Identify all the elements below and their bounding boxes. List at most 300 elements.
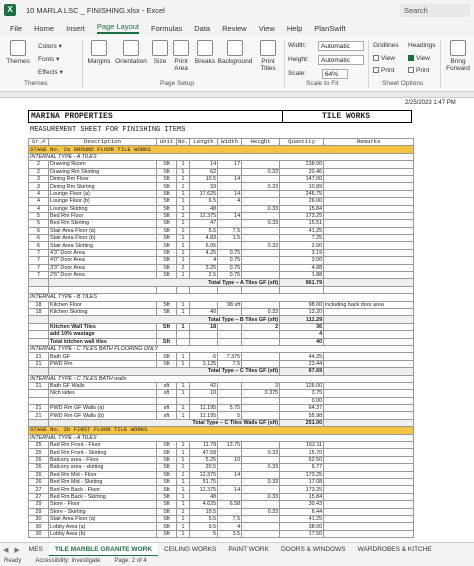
sheet-tab[interactable]: PAINT WORK [228,546,269,553]
cell[interactable]: Balcony area - Floor [49,456,157,463]
cell[interactable]: 41.25 [280,227,324,234]
cell[interactable] [324,190,414,197]
cell[interactable]: 4.25 [190,249,218,256]
menu-page-layout[interactable]: Page Layout [97,22,139,34]
cell[interactable]: Sft [157,442,177,449]
cell[interactable]: Total kitchen wall tiles [49,338,157,345]
cell[interactable]: Sft [157,235,177,242]
cell[interactable]: 4.83 [190,235,218,242]
cell[interactable] [242,264,280,271]
cell[interactable] [242,360,280,367]
menu-insert[interactable]: Insert [66,23,85,33]
cell[interactable] [324,382,414,389]
cell[interactable]: 44.25 [280,353,324,360]
cell[interactable] [157,286,177,293]
cell[interactable]: 26 [29,478,49,485]
cell[interactable]: Sft [157,308,177,315]
cell[interactable]: 0.33 [242,478,280,485]
cell[interactable] [324,286,414,293]
cell[interactable]: Sft [157,161,177,168]
cell[interactable] [242,175,280,182]
cell[interactable]: Kitchen Wall Tiles [49,323,157,330]
cell[interactable]: Bed Rm Mid - Floor [49,471,157,478]
gridlines-view-checkbox[interactable]: View [373,55,395,62]
cell[interactable] [324,161,414,168]
cell[interactable]: 5.5 [190,227,218,234]
menu-formulas[interactable]: Formulas [151,23,183,33]
cell[interactable] [29,419,49,426]
cell[interactable]: 17.625 [190,190,218,197]
cell[interactable]: 0.33 [242,205,280,212]
themes-button[interactable]: Themes [6,40,30,65]
cell[interactable] [218,242,242,249]
cell[interactable] [218,308,242,315]
cell[interactable]: Total Type – C Tiles Walls GF (sft) [49,419,280,426]
cell[interactable]: Stair Area Floor (a) [49,515,157,522]
cell[interactable]: 4 [29,205,49,212]
cell[interactable]: 6.44 [280,508,324,515]
status-accessibility[interactable]: Accessibility: Investigate [35,558,101,564]
cell[interactable]: 1 [177,205,190,212]
cell[interactable]: 3.25 [190,264,218,271]
cell[interactable]: 0.75 [218,272,242,279]
cell[interactable]: 14 [218,190,242,197]
cell[interactable] [242,412,280,419]
cell[interactable]: 4 [29,190,49,197]
cell[interactable]: Store - Skirting [49,508,157,515]
cell[interactable] [29,323,49,330]
cell[interactable]: Sft [157,220,177,227]
cell[interactable]: 1 [177,493,190,500]
cell[interactable]: 98 sft [218,301,242,308]
cell[interactable] [218,168,242,175]
cell[interactable] [324,390,414,397]
cell[interactable]: Bed Rm Floor [49,212,157,219]
cell[interactable] [218,478,242,485]
cell[interactable]: sft [157,390,177,397]
cell[interactable]: 0.33 [242,308,280,315]
cell[interactable]: 1 [177,220,190,227]
cell[interactable]: 126.00 [280,382,324,389]
cell[interactable]: 1 [177,257,190,264]
cell[interactable] [218,397,242,404]
cell[interactable]: 33 [190,183,218,190]
cell[interactable] [324,168,414,175]
cell[interactable]: 6 [190,353,218,360]
cell[interactable]: Lobby Area (a) [49,523,157,530]
cell[interactable]: 1 [177,190,190,197]
cell[interactable]: PWD Rm GF Walls (b) [49,412,157,419]
cell[interactable]: 36 [280,323,324,330]
cell[interactable] [324,464,414,471]
cell[interactable]: 15.70 [280,449,324,456]
cell[interactable] [324,412,414,419]
cell[interactable] [242,212,280,219]
cell[interactable] [157,397,177,404]
cell[interactable] [29,338,49,345]
cell[interactable]: 4 [280,331,324,338]
cell[interactable]: 20.46 [280,168,324,175]
cell[interactable]: 6 [29,235,49,242]
cell[interactable]: Total Type – C Tiles GF (sft) [49,368,280,375]
cell[interactable] [324,471,414,478]
cell[interactable] [324,478,414,485]
cell[interactable]: 1 [177,227,190,234]
cell[interactable]: 6.77 [280,464,324,471]
cell[interactable]: 1 [177,175,190,182]
cell[interactable]: Drawing Room [49,161,157,168]
breaks-button[interactable]: Breaks [194,40,216,65]
cell[interactable]: 2'6" Door Area [49,272,157,279]
cell[interactable] [242,198,280,205]
cell[interactable] [324,220,414,227]
cell[interactable] [177,397,190,404]
cell[interactable]: PWD Rm [49,360,157,367]
cell[interactable]: 3 [29,183,49,190]
cell[interactable]: 15.84 [280,493,324,500]
cell[interactable]: Stair Area Skirting [49,242,157,249]
cell[interactable]: 4.88 [280,264,324,271]
cell[interactable] [218,220,242,227]
cell[interactable]: Bed Rm Back - Skirting [49,493,157,500]
cell[interactable]: 4 [218,523,242,530]
cell[interactable]: 0.33 [242,508,280,515]
cell[interactable]: Sft [157,272,177,279]
cell[interactable]: Sft [157,471,177,478]
cell[interactable]: 6.58 [218,501,242,508]
cell[interactable]: Sft [157,338,177,345]
headings-print-checkbox[interactable]: Print [408,67,429,74]
section-title[interactable]: STAGE No. 2a GROUND FLOOR TILE WORKS [29,146,414,153]
cell[interactable] [242,405,280,412]
cell[interactable] [242,257,280,264]
cell[interactable]: 1 [177,501,190,508]
height-select[interactable]: Automatic [318,55,364,65]
cell[interactable] [324,249,414,256]
cell[interactable]: 26 [29,456,49,463]
cell[interactable]: 5.25 [190,456,218,463]
cell[interactable] [177,331,190,338]
cell[interactable]: 1 [177,161,190,168]
cell[interactable]: 3 [29,175,49,182]
cell[interactable]: 1 [177,183,190,190]
cell[interactable]: 0.00 [280,397,324,404]
cell[interactable]: 251.00 [280,419,324,426]
cell[interactable] [242,331,280,338]
cell[interactable] [324,493,414,500]
cell[interactable]: Dining Rm Floor [49,175,157,182]
effects-button[interactable]: Effects ▾ [38,69,63,76]
cell[interactable]: 38.00 [280,523,324,530]
cell[interactable]: 67.69 [280,368,324,375]
cell[interactable]: Balcony area - skirting [49,464,157,471]
cell[interactable] [242,161,280,168]
cell[interactable]: 14 [218,212,242,219]
cell[interactable] [242,301,280,308]
cell[interactable]: 1 [177,405,190,412]
cell[interactable] [190,331,218,338]
background-button[interactable]: Background [217,40,253,65]
section-title[interactable]: INTERNAL TYPE - B TILES [29,294,414,301]
cell[interactable]: 0.33 [242,168,280,175]
cell[interactable] [324,242,414,249]
cell[interactable] [242,456,280,463]
cell[interactable]: 9.5 [190,523,218,530]
cell[interactable]: 10 [218,456,242,463]
cell[interactable] [242,515,280,522]
cell[interactable]: 7 [29,257,49,264]
cell[interactable]: 14 [218,471,242,478]
menu-file[interactable]: File [10,23,23,33]
cell[interactable]: Lounge Floor (a) [49,190,157,197]
cell[interactable] [324,205,414,212]
cell[interactable]: Bed Rm Back - Floor [49,486,157,493]
cell[interactable]: 1 [177,308,190,315]
cell[interactable]: 27 [29,486,49,493]
cell[interactable] [218,449,242,456]
cell[interactable]: Sft [157,449,177,456]
cell[interactable] [190,286,218,293]
cell[interactable]: 3.5 [218,530,242,537]
cell[interactable]: 10 [190,390,218,397]
cell[interactable]: 15.51 [280,220,324,227]
section-title[interactable]: INTERNAL TYPE - A TILES [29,434,414,441]
cell[interactable]: 21 [29,353,49,360]
cell[interactable] [177,286,190,293]
cell[interactable]: 18 [29,308,49,315]
cell[interactable]: 98.00 [280,301,324,308]
bring-forward-button[interactable]: Bring Forward [443,40,473,72]
margins-button[interactable]: Margins [86,40,112,65]
cell[interactable]: 0.33 [242,242,280,249]
print-titles-button[interactable]: Print Titles [256,40,280,72]
cell[interactable] [242,501,280,508]
prev-sheet-icon[interactable]: ◀ [3,546,9,554]
cell[interactable]: 1 [177,449,190,456]
cell[interactable]: 2 [242,323,280,330]
cell[interactable] [324,257,414,264]
sheet-tab[interactable]: WARDROBES & KITCHE [357,546,432,553]
cell[interactable] [218,464,242,471]
cell[interactable] [324,523,414,530]
cell[interactable]: Sft [157,175,177,182]
cell[interactable] [242,272,280,279]
cell[interactable]: 48 [190,205,218,212]
cell[interactable]: Stair Area Floor (a) [49,227,157,234]
cell[interactable]: 18 [190,323,218,330]
cell[interactable]: 1 [177,508,190,515]
gridlines-print-checkbox[interactable]: Print [373,67,394,74]
cell[interactable] [29,316,49,323]
cell[interactable]: sft [157,382,177,389]
cell[interactable] [242,235,280,242]
cell[interactable] [242,190,280,197]
cell[interactable]: 1 [177,323,190,330]
cell[interactable]: 26.00 [280,198,324,205]
cell[interactable]: Sft [157,493,177,500]
cell[interactable]: 1 [177,360,190,367]
cell[interactable] [190,338,218,345]
cell[interactable]: 1 [177,235,190,242]
cell[interactable]: 3.75 [280,390,324,397]
cell[interactable] [242,442,280,449]
cell[interactable] [324,212,414,219]
cell[interactable]: 10.89 [280,183,324,190]
cell[interactable]: Lobby Area (b) [49,530,157,537]
cell[interactable]: 12.375 [190,471,218,478]
cell[interactable] [218,390,242,397]
section-title[interactable]: INTERNAL TYPE - A TILES [29,153,414,160]
cell[interactable]: 64.37 [280,405,324,412]
search-box[interactable]: Search [400,4,470,17]
cell[interactable] [218,338,242,345]
cell[interactable]: Sft [157,523,177,530]
cell[interactable]: sft [157,405,177,412]
cell[interactable]: Sft [157,478,177,485]
cell[interactable]: 26 [29,471,49,478]
cell[interactable]: 41.25 [280,515,324,522]
scale-input[interactable]: 64% [322,69,348,79]
cell[interactable] [218,183,242,190]
headings-view-checkbox[interactable]: View [408,55,430,62]
cell[interactable]: 1 [177,168,190,175]
cell[interactable]: 13.75 [218,442,242,449]
cell[interactable]: 1 [177,478,190,485]
cell[interactable] [218,508,242,515]
cell[interactable]: 4'0" Door Area [49,257,157,264]
cell[interactable]: Sft [157,456,177,463]
fonts-button[interactable]: Fonts ▾ [38,56,60,63]
cell[interactable]: 2 [29,168,49,175]
cell[interactable] [218,382,242,389]
cell[interactable] [324,227,414,234]
cell[interactable]: 3.19 [280,249,324,256]
cell[interactable]: PWD Rm GF Walls (a) [49,405,157,412]
cell[interactable]: 1 [177,523,190,530]
cell[interactable]: Sft [157,198,177,205]
cell[interactable]: 14 [218,175,242,182]
cell[interactable]: Store - Floor [49,501,157,508]
cell[interactable] [324,183,414,190]
cell[interactable] [242,227,280,234]
cell[interactable]: 21 [29,412,49,419]
cell[interactable] [218,493,242,500]
sheet-tab-active[interactable]: TILE MARBLE GRANITE WORK [49,543,158,557]
cell[interactable]: 173.25 [280,471,324,478]
cell[interactable] [324,279,414,286]
cell[interactable]: 3.125 [190,360,218,367]
cell[interactable]: 12.375 [190,486,218,493]
next-sheet-icon[interactable]: ▶ [14,546,20,554]
cell[interactable]: Sft [157,464,177,471]
cell[interactable]: 2.00 [280,242,324,249]
cell[interactable]: 3 [242,382,280,389]
cell[interactable]: 7.5 [218,515,242,522]
cell[interactable] [29,286,49,293]
cell[interactable] [242,286,280,293]
cell[interactable]: 10.5 [190,175,218,182]
cell[interactable]: Sft [157,257,177,264]
cell[interactable]: Lounge Skirting [49,205,157,212]
cell[interactable]: 7 [29,272,49,279]
orientation-button[interactable]: Orientation [113,40,149,65]
cell[interactable]: 5 [218,412,242,419]
cell[interactable] [49,286,157,293]
cell[interactable]: 1 [177,382,190,389]
cell[interactable]: 3'3" Door Area [49,264,157,271]
cell[interactable] [324,323,414,330]
cell[interactable]: Sft [157,212,177,219]
cell[interactable]: 17 [218,161,242,168]
cell[interactable]: 25 [29,449,49,456]
cell[interactable]: Sft [157,249,177,256]
cell[interactable]: Drawing Rm Skirting [49,168,157,175]
sheet-tab[interactable]: MES [28,546,43,553]
cell[interactable]: 0.33 [242,183,280,190]
menu-data[interactable]: Data [194,23,211,33]
cell[interactable]: Bath GF Walls [49,382,157,389]
cell[interactable] [324,264,414,271]
cell[interactable]: 1 [177,530,190,537]
cell[interactable] [29,368,49,375]
cell[interactable] [190,397,218,404]
cell[interactable]: Kitchen Skirting [49,308,157,315]
cell[interactable]: 1 [177,198,190,205]
cell[interactable]: 5 [190,530,218,537]
cell[interactable] [242,397,280,404]
cell[interactable] [177,338,190,345]
cell[interactable]: Nich sides [49,390,157,397]
cell[interactable]: Sft [157,501,177,508]
cell[interactable]: 48 [190,493,218,500]
cell[interactable]: Sft [157,183,177,190]
cell[interactable]: 1 [177,515,190,522]
cell[interactable]: 7.25 [280,235,324,242]
cell[interactable]: 0.75 [218,257,242,264]
cell[interactable] [242,249,280,256]
cell[interactable] [324,449,414,456]
cell[interactable]: 4 [29,198,49,205]
cell[interactable]: including back door area [324,301,414,308]
cell[interactable]: 1 [177,242,190,249]
cell[interactable]: 1 [177,442,190,449]
cell[interactable]: 2 [177,264,190,271]
cell[interactable]: Stair Area Floor (b) [49,235,157,242]
cell[interactable]: 0.375 [242,390,280,397]
cell[interactable]: 30 [29,530,49,537]
cell[interactable]: 14 [190,161,218,168]
cell[interactable]: Sft [157,190,177,197]
cell[interactable] [324,308,414,315]
cell[interactable]: 173.25 [280,212,324,219]
cell[interactable] [324,530,414,537]
cell[interactable]: Total Type – A Tiles GF (sft) [49,279,280,286]
cell[interactable]: 47 [190,220,218,227]
cell[interactable]: 26 [29,464,49,471]
cell[interactable]: 15.84 [280,205,324,212]
cell[interactable]: 29 [29,501,49,508]
cell[interactable]: 17.08 [280,478,324,485]
cell[interactable]: 162.11 [280,442,324,449]
cell[interactable]: sft [157,412,177,419]
cell[interactable]: 1 [177,249,190,256]
cell[interactable]: Sft [157,486,177,493]
cell[interactable]: Total Type – B Tiles GF (sft) [49,316,280,323]
cell[interactable]: 0.33 [242,220,280,227]
cell[interactable] [157,331,177,338]
cell[interactable]: 30 [29,523,49,530]
cell[interactable]: 40 [190,308,218,315]
